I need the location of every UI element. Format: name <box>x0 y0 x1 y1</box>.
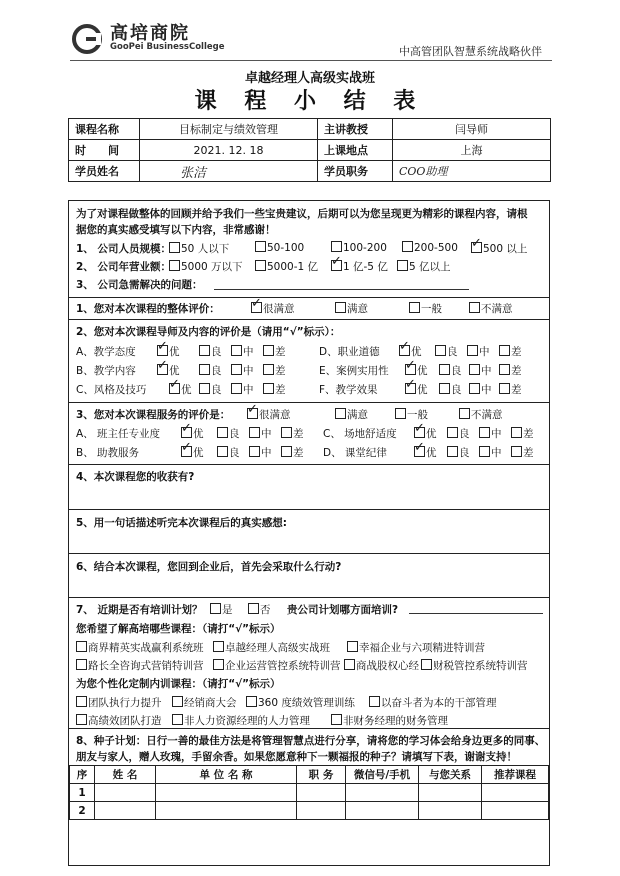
referral-cell[interactable] <box>346 802 419 820</box>
course-name-value: 目标制定与绩效管理 <box>140 119 318 140</box>
checkbox-checked[interactable] <box>251 302 262 313</box>
place-value: 上海 <box>393 140 551 161</box>
grade-box[interactable]: 中 <box>231 382 254 397</box>
referral-cell[interactable] <box>482 802 549 820</box>
q7-divider <box>69 597 549 598</box>
checkbox[interactable] <box>255 241 266 252</box>
student-role-label: 学员职务 <box>318 161 393 182</box>
grade-box[interactable]: ✓ 优 <box>169 382 192 397</box>
referral-cell[interactable] <box>419 802 482 820</box>
course-option[interactable]: 幸福企业与六项精进特训营 <box>347 640 485 655</box>
checkbox[interactable] <box>255 260 266 271</box>
service-option-2[interactable]: 满意 <box>335 407 368 422</box>
checkbox[interactable] <box>397 260 408 271</box>
q7-topic-line[interactable] <box>409 613 543 614</box>
custom-course-option[interactable]: 高绩效团队打造 <box>76 713 162 728</box>
grade-box[interactable]: 良 <box>447 445 470 460</box>
custom-course-option[interactable]: 非人力资源经理的人力管理 <box>172 713 310 728</box>
referral-index: 2 <box>70 802 95 820</box>
grade-box[interactable]: ✓ 优 <box>399 344 422 359</box>
grade-box[interactable]: 良 <box>439 363 462 378</box>
service-item-d: D、 课堂纪律 <box>323 447 387 459</box>
grade-box[interactable]: ✓ 优 <box>405 363 428 378</box>
custom-course-option[interactable]: 以奋斗者为本的干部管理 <box>369 695 497 710</box>
grade-box[interactable]: 差 <box>499 363 522 378</box>
checkbox[interactable] <box>169 260 180 271</box>
grade-box[interactable]: 中 <box>231 363 254 378</box>
q7-custom-label: 为您个性化定制内训课程：（请打“√”标示） <box>76 678 281 690</box>
logo-icon <box>72 24 102 54</box>
referral-cell[interactable] <box>346 784 419 802</box>
referral-cell[interactable] <box>297 802 346 820</box>
logo-subtext: GooPei BusinessCollege <box>110 42 225 52</box>
teacher-item-f: F、教学效果 <box>319 384 378 396</box>
grade-box[interactable]: 中 <box>249 445 272 460</box>
referral-cell[interactable] <box>95 802 156 820</box>
q1-option-4[interactable]: 200-500 <box>402 241 458 254</box>
q4-label: 4、本次课程您的收获有? <box>76 471 195 483</box>
grade-box[interactable]: 良 <box>199 344 222 359</box>
q6-divider <box>69 553 549 554</box>
q8-divider <box>69 728 549 729</box>
overall-label: 1、您对本次课程的整体评价： <box>76 303 220 315</box>
q1-option-1[interactable]: 50 人以下 <box>169 241 229 256</box>
q1-option-5[interactable]: ✓ 500 以上 <box>471 241 527 256</box>
q2-option-1[interactable]: 5000 万以下 <box>169 259 243 274</box>
service-eval-label: 3、您对本次课程服务的评价是： <box>76 409 231 421</box>
referral-header: 姓 名 <box>95 766 156 784</box>
grade-box[interactable]: 中 <box>469 382 492 397</box>
overall-option-1[interactable]: ✓ 很满意 <box>251 301 295 316</box>
grade-box[interactable]: 差 <box>511 426 534 441</box>
q2-option-3[interactable]: ✓ 1 亿-5 亿 <box>331 259 388 274</box>
grade-box[interactable]: ✓ 优 <box>181 445 204 460</box>
teacher-eval-divider <box>69 319 549 320</box>
overall-section-divider <box>69 297 549 298</box>
q8-line-2: 朋友与家人，赠人玫瑰，手留余香。如果您愿意种下一颗福报的种子？请填写下表，谢谢支持！ <box>76 751 517 763</box>
q1-option-3[interactable]: 100-200 <box>331 241 387 254</box>
grade-box[interactable]: 差 <box>281 445 304 460</box>
custom-course-option[interactable]: 经销商大会 <box>172 695 237 710</box>
overall-option-2[interactable]: 满意 <box>335 301 368 316</box>
referral-table <box>69 765 549 820</box>
referral-cell[interactable] <box>95 784 156 802</box>
q2-option-4[interactable]: 5 亿以上 <box>397 259 451 274</box>
teacher-eval-label: 2、您对本次课程导师及内容的评价是（请用“√”标示）： <box>76 326 341 338</box>
grade-box[interactable]: ✓ 优 <box>414 445 437 460</box>
grade-box[interactable]: 良 <box>199 363 222 378</box>
grade-box[interactable]: 中 <box>249 426 272 441</box>
checkbox-checked[interactable] <box>331 260 342 271</box>
referral-cell[interactable] <box>482 784 549 802</box>
referral-header: 推荐课程 <box>482 766 549 784</box>
referral-cell[interactable] <box>156 802 297 820</box>
overall-option-3[interactable]: 一般 <box>409 301 442 316</box>
course-option[interactable]: 商界精英实战赢利系统班 <box>76 640 204 655</box>
grade-box[interactable]: 良 <box>217 445 240 460</box>
time-label: 时 间 <box>69 140 140 161</box>
q4-divider <box>69 464 549 465</box>
grade-box[interactable]: 差 <box>281 426 304 441</box>
checkbox-checked[interactable] <box>471 242 482 253</box>
referral-header: 序 <box>70 766 95 784</box>
overall-option-4[interactable]: 不满意 <box>469 301 513 316</box>
custom-course-option[interactable]: 团队执行力提升 <box>76 695 162 710</box>
referral-index: 1 <box>70 784 95 802</box>
custom-course-option[interactable]: 360 度绩效管理训练 <box>246 695 355 710</box>
grade-box[interactable]: 中 <box>469 363 492 378</box>
time-value: 2021. 12. 18 <box>140 140 318 161</box>
grade-box[interactable]: 中 <box>479 426 502 441</box>
course-option[interactable]: 企业运营管控系统特训营 <box>213 658 341 673</box>
teacher-item-d: D、职业道德 <box>319 346 380 358</box>
logo-text: 高培商院 <box>110 23 190 44</box>
intro-line-2: 据您的真实感受填写以下内容，非常感谢！ <box>76 224 276 236</box>
grade-box[interactable]: ✓ 优 <box>405 382 428 397</box>
grade-box[interactable]: 差 <box>263 382 286 397</box>
service-option-3[interactable]: 一般 <box>395 407 428 422</box>
checkbox[interactable] <box>169 242 180 253</box>
service-option-4[interactable]: 不满意 <box>459 407 503 422</box>
teacher-item-b: B、教学内容 <box>76 365 136 377</box>
custom-course-option[interactable]: 非财务经理的财务管理 <box>331 713 448 728</box>
header-divider <box>70 60 552 61</box>
course-option[interactable]: 路长全咨询式营销特训营 <box>76 658 204 673</box>
q7-topic-label: 贵公司计划哪方面培训? <box>287 604 399 616</box>
place-label: 上课地点 <box>318 140 393 161</box>
course-option[interactable]: 卓越经理人高级实战班 <box>213 640 330 655</box>
q2-option-2[interactable]: 5000-1 亿 <box>255 259 318 274</box>
header-slogan: 中高管团队智慧系统战略伙伴 <box>399 45 542 58</box>
referral-cell[interactable] <box>156 784 297 802</box>
course-option[interactable]: 商战股权心经 <box>344 658 419 673</box>
teacher-label: 主讲教授 <box>318 119 393 140</box>
service-eval-divider <box>69 402 549 403</box>
grade-box[interactable]: 良 <box>447 426 470 441</box>
grade-box[interactable]: 中 <box>467 344 490 359</box>
grade-box[interactable]: ✓ 优 <box>181 426 204 441</box>
checkbox[interactable] <box>469 302 480 313</box>
grade-box[interactable]: 差 <box>263 363 286 378</box>
q6-label: 6、结合本次课程，您回到企业后，首先会采取什么行动? <box>76 561 342 573</box>
course-series: 卓越经理人高级实战班 <box>244 71 375 86</box>
service-option-1[interactable]: ✓ 很满意 <box>247 407 291 422</box>
service-item-b: B、 助教服务 <box>76 447 140 459</box>
referral-cell[interactable] <box>297 784 346 802</box>
q3-answer-line[interactable] <box>214 289 469 290</box>
grade-box[interactable]: 良 <box>199 382 222 397</box>
grade-box[interactable]: 良 <box>439 382 462 397</box>
teacher-item-c: C、风格及技巧 <box>76 384 147 396</box>
service-item-c: C、 场地舒适度 <box>323 428 397 440</box>
student-name-value: 张洁 <box>140 161 318 182</box>
grade-box[interactable]: 差 <box>499 344 522 359</box>
grade-box[interactable]: 中 <box>479 445 502 460</box>
grade-box[interactable]: 良 <box>435 344 458 359</box>
grade-box[interactable]: 差 <box>263 344 286 359</box>
q8-line-1: 8、种子计划：日行一善的最佳方法是将管理智慧点进行分享，请将您的学习体会给身边更多的同事、 <box>76 735 546 747</box>
survey-form <box>68 200 550 866</box>
q2-label: 2、 公司年营业额： <box>76 261 171 273</box>
checkbox[interactable] <box>402 241 413 252</box>
table-row <box>70 784 549 802</box>
teacher-item-e: E、案例实用性 <box>319 365 389 377</box>
referral-cell[interactable] <box>419 784 482 802</box>
grade-box[interactable]: 差 <box>499 382 522 397</box>
q7-no[interactable]: 否 <box>248 602 271 617</box>
grade-box[interactable]: 差 <box>511 445 534 460</box>
grade-box[interactable]: ✓ 优 <box>157 344 180 359</box>
checkbox[interactable] <box>409 302 420 313</box>
checkbox[interactable] <box>335 302 346 313</box>
q7-label: 7、 近期是否有培训计划？ <box>76 604 203 616</box>
q5-label: 5、用一句话描述听完本次课程后的真实感想: <box>76 517 288 529</box>
q1-label: 1、 公司人员规模： <box>76 243 171 255</box>
referral-header: 微信号/手机 <box>346 766 419 784</box>
grade-box[interactable]: 良 <box>217 426 240 441</box>
course-name-label: 课程名称 <box>69 119 140 140</box>
q3-label: 3、 公司急需解决的问题： <box>76 279 203 291</box>
grade-box[interactable]: ✓ 优 <box>414 426 437 441</box>
course-option[interactable]: 财税管控系统特训营 <box>421 658 528 673</box>
referral-header: 职 务 <box>297 766 346 784</box>
student-name-label: 学员姓名 <box>69 161 140 182</box>
referral-header: 与您关系 <box>419 766 482 784</box>
grade-box[interactable]: 中 <box>231 344 254 359</box>
table-row <box>70 802 549 820</box>
teacher-item-a: A、教学态度 <box>76 346 136 358</box>
checkbox[interactable] <box>331 241 342 252</box>
service-item-a: A、 班主任专业度 <box>76 428 161 440</box>
q7-yes[interactable]: 是 <box>210 602 233 617</box>
page-title: 课 程 小 结 表 <box>194 89 426 114</box>
student-role-value: COO助理 <box>393 161 551 182</box>
q7-courses-label: 您希望了解高培哪些课程：（请打“√”标示） <box>76 623 281 635</box>
referral-header: 单 位 名 称 <box>156 766 297 784</box>
grade-box[interactable]: ✓ 优 <box>157 363 180 378</box>
intro-line-1: 为了对课程做整体的回顾并给予我们一些宝贵建议，后期可以为您呈现更为精彩的课程内容，请根 <box>76 208 528 220</box>
q5-divider <box>69 509 549 510</box>
teacher-value: 闫导师 <box>393 119 551 140</box>
course-info-table <box>68 118 551 182</box>
q1-option-2[interactable]: 50-100 <box>255 241 304 254</box>
